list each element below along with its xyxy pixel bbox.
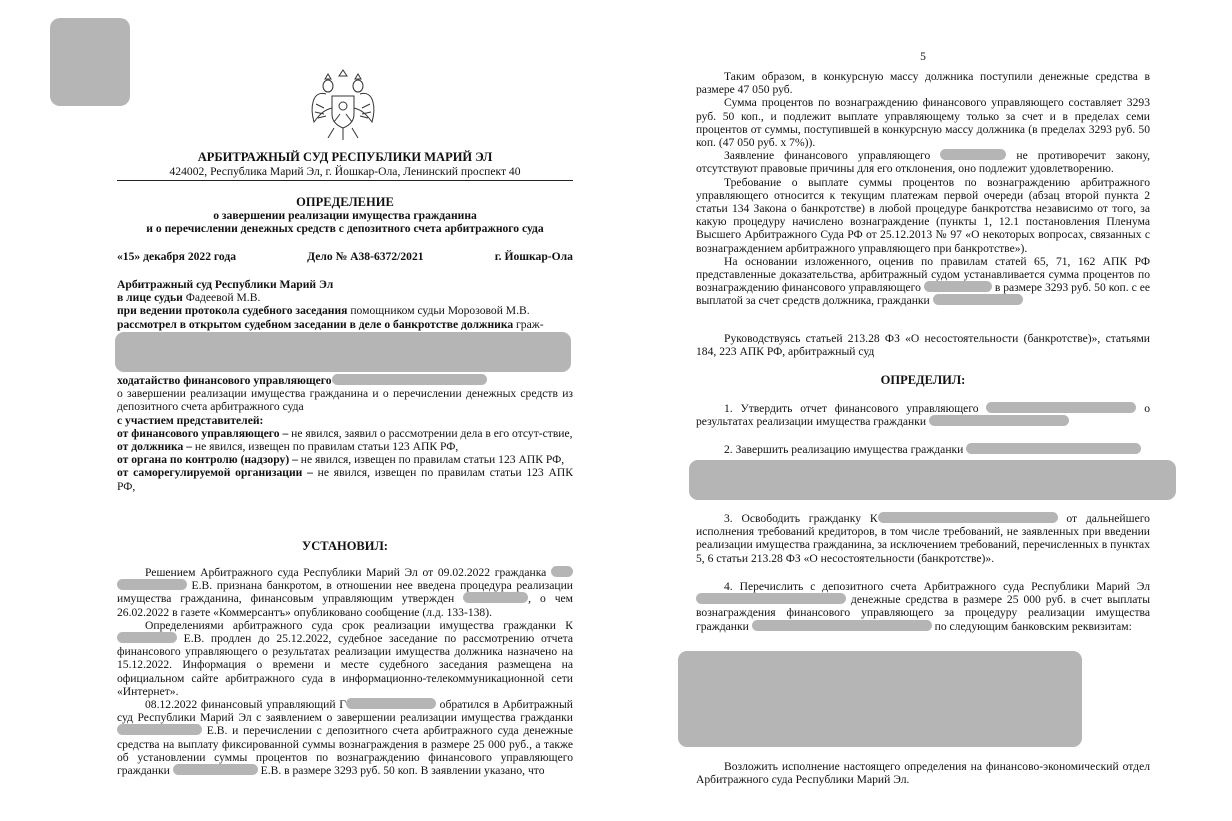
motion-text: о завершении реализации имущества гражданина и о перечислении денежных средств из депозитного счета арбитражного суда: [117, 387, 573, 414]
motion-line: ходатайство финансового управляющего: [117, 374, 573, 387]
redacted-inline: [986, 402, 1136, 413]
order-1: 1. Утвердить отчет финансового управляющего о результатах реализации имущества гражданки: [696, 402, 1150, 429]
redacted-block: [689, 460, 1176, 500]
redacted-inline: [551, 566, 573, 577]
redacted-inline: [752, 620, 932, 631]
motion-block: [117, 374, 573, 493]
order-3: 3. Освободить гражданку К от дальнейшего исполнения требований кредиторов, в том числе требований, не заявленных при введении реализации имущества гражданина, за исключением требований, перечисленных в пунктах 5, 6 статьи 213.28 ФЗ «О несостоятельности (банкротстве)».: [696, 512, 1150, 565]
document-page-right: [616, 0, 1232, 821]
document-type: ОПРЕДЕЛЕНИЕ: [296, 195, 394, 209]
participants-heading: с участием представителей:: [117, 413, 264, 427]
order-4: 4. Перечислить с депозитного счета Арбитражного суда Республики Марий Эл денежные средства в размере 25 000 руб. в счет выплаты вознаграждения финансового управляющего за процедуру реализации имущества гражданки по следующим банковским реквизитам:: [696, 580, 1150, 633]
intro-hearing: рассмотрел в открытом судебном заседании в деле о банкротстве должника граж-: [117, 317, 544, 331]
order-2: 2. Завершить реализацию имущества гражданки: [696, 443, 1150, 456]
redacted-inline: [933, 294, 1023, 305]
established-body: [117, 566, 573, 777]
decision-city: г. Йошкар-Ола: [494, 250, 573, 263]
paragraph-3: 08.12.2022 финансовый управляющий Г обратился в Арбитражный суд Республики Марий Эл с заявлением о завершении реализации имущества гражданки Е.В. и перечислении с депозитного счета арбитражного суда денежные средства на выплату фиксированной суммы вознаграждения в размере 25 000 руб., а также об установлении суммы процентов по вознаграждению финансового управляющего гражданки Е.В. в размере 3293 руб. 50 коп. В заявлении указано, что: [117, 698, 574, 778]
determined-heading: ОПРЕДЕЛИЛ:: [880, 373, 966, 387]
paragraph-r2: Сумма процентов по вознаграждению финансового управляющего составляет 3293 руб. 50 коп., и подлежит выплате управляющему только за счет и в пределах семи процентов от суммы, поступившей в конкурсную массу должника (в пределах 3293 руб. 50 коп. (47 050 руб. х 7%)).: [696, 96, 1150, 150]
redacted-block: [678, 651, 1082, 747]
date-case-row: [117, 250, 573, 263]
redacted-inline: [929, 415, 1069, 426]
document-subtitle-2: и о перечислении денежных средств с депозитного счета арбитражного суда: [146, 222, 544, 235]
intro-protocol: при ведении протокола судебного заседания помощником судьи Морозовой М.В.: [117, 304, 530, 318]
redacted-inline: [696, 593, 846, 604]
redacted-inline: [117, 632, 177, 643]
court-address: 424002, Республика Марий Эл, г. Йошкар-Ола, Ленинский проспект 40: [169, 165, 521, 178]
intro-block: [117, 278, 573, 331]
page-number: 5: [920, 50, 926, 63]
redacted-block: [115, 332, 571, 372]
decision-date: «15» декабря 2022 года: [117, 250, 236, 263]
header-divider: [117, 180, 573, 181]
paragraph-r6: Руководствуясь статьей 213.28 ФЗ «О несостоятельности (банкротстве)», статьями 184, 223 АПК РФ, арбитражный суд: [696, 332, 1150, 359]
redacted-inline: [346, 698, 436, 709]
participant-1: от финансового управляющего – не явился, заявил о рассмотрении дела в его отсут-ствие,: [117, 426, 573, 440]
paragraph-2: Определениями арбитражного суда срок реализации имущества гражданки К Е.В. продлен до 25.12.2022, судебное заседание по рассмотрению отчета финансового управляющего о результатах реализации имущества должника назначено на 15.12.2022. Информация о времени и месте судебного заседания размещена на официальном сайте арбитражного суда в информационно-телекоммуникационной сети «Интернет».: [117, 618, 573, 698]
established-heading: УСТАНОВИЛ:: [302, 539, 388, 553]
redacted-inline: [966, 443, 1141, 454]
redacted-inline: [940, 149, 1006, 160]
coat-of-arms-emblem: [306, 64, 380, 144]
paragraph-r3: Заявление финансового управляющего не противоречит закону, отсутствуют правовые причины для его отклонения, оно подлежит удовлетворению.: [696, 149, 1150, 176]
order-final: Возложить исполнение настоящего определения на финансово-экономический отдел Арбитражного суда Республики Марий Эл.: [696, 760, 1150, 787]
court-name: АРБИТРАЖНЫЙ СУД РЕСПУБЛИКИ МАРИЙ ЭЛ: [197, 150, 493, 164]
paragraph-r1: Таким образом, в конкурсную массу должника поступили денежные средства в размере 47 050 руб.: [696, 70, 1150, 97]
right-body-top: [696, 70, 1150, 308]
participant-4: от саморегулируемой организации – не явился, извещен по правилам статьи 123 АПК РФ,: [117, 466, 573, 493]
paragraph-1: Решением Арбитражного суда Республики Марий Эл от 09.02.2022 гражданка Е.В. признана банкротом, в отношении нее введена процедура реализации имущества гражданина, финансовым управляющим утвержден , о чем 26.02.2022 в газете «Коммерсантъ» опубликовано сообщение (л.д. 133-138).: [117, 566, 574, 619]
case-number: Дело № А38-6372/2021: [307, 250, 424, 263]
redacted-inline: [117, 579, 187, 590]
document-subtitle-1: о завершении реализации имущества гражданина: [213, 209, 477, 222]
redacted-inline: [332, 374, 487, 385]
participant-3: от органа по контролю (надзору) – не явился, извещен по правилам статьи 123 АПК РФ,: [117, 453, 565, 467]
intro-court: Арбитражный суд Республики Марий Эл: [117, 278, 334, 291]
participant-2: от должника – не явился, извещен по правилам статьи 123 АПК РФ,: [117, 440, 459, 454]
paragraph-r5: На основании изложенного, оценив по правилам статей 65, 71, 162 АПК РФ представленные доказательства, арбитражный судом устанавливается сумма процентов по вознаграждению финансового управляющего в размере 3293 руб. 50 коп. с ее выплатой за счет средств должника, гражданки: [696, 254, 1150, 308]
paragraph-r4: Требование о выплате суммы процентов по вознаграждению арбитражного управляющего относится к текущим платежам первой очереди (абзац второй пункта 2 статьи 134 Закона о банкротстве) в любой процедуре банкротства независимо от того, за какую процедуру начислено вознаграждение (пункты 1, 12.1 постановления Пленума Высшего Арбитражного Суда РФ от 25.12.2013 № 97 «О некоторых вопросах, связанных с вознаграждением арбитражного управляющего при банкротстве»).: [696, 175, 1150, 255]
redacted-inline: [463, 592, 528, 603]
redacted-block: [50, 18, 130, 106]
intro-judge: в лице судьи Фадеевой М.В.: [117, 291, 261, 305]
redacted-inline: [924, 281, 992, 292]
redacted-inline: [878, 512, 1058, 523]
redacted-inline: [117, 724, 202, 735]
redacted-inline: [173, 764, 258, 775]
